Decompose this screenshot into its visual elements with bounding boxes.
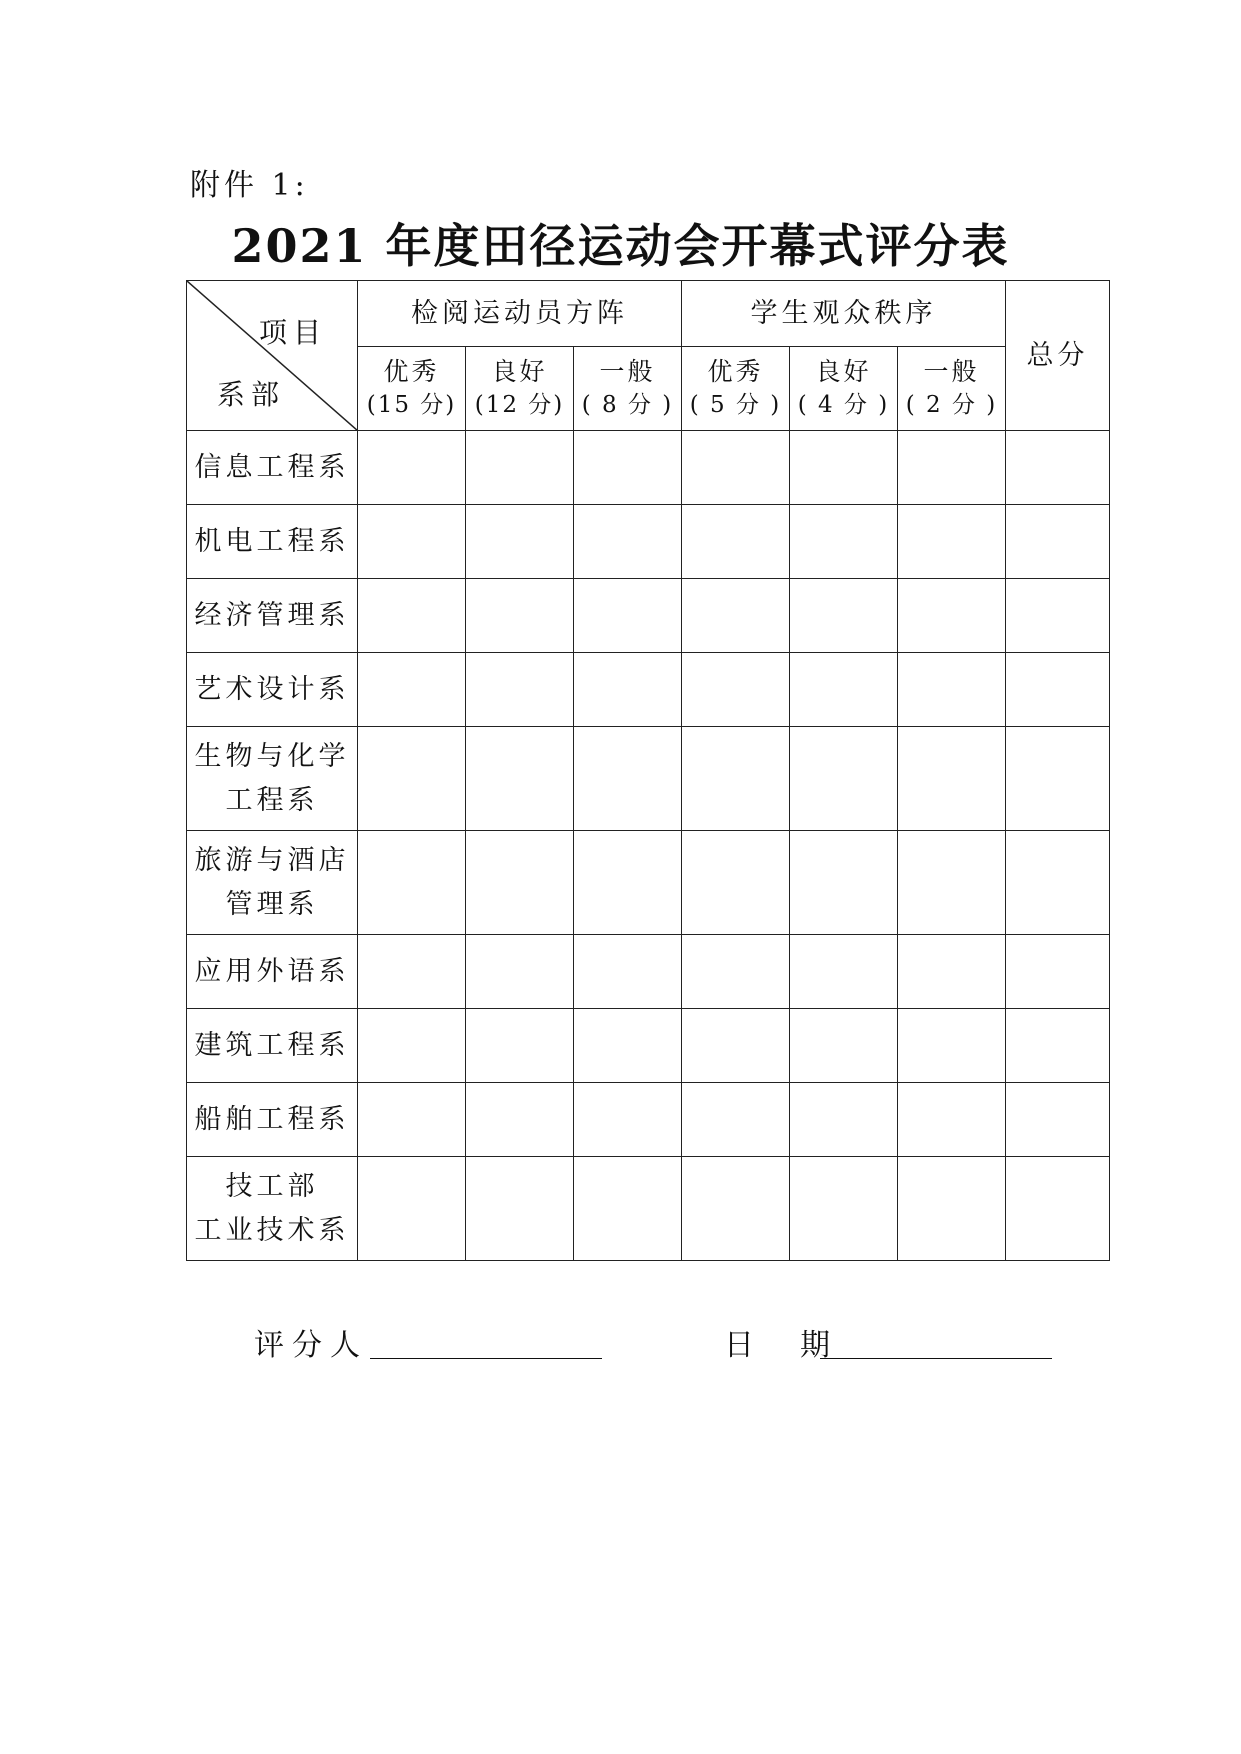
score-cell[interactable] <box>682 431 790 505</box>
corner-header-cell <box>187 281 358 431</box>
score-cell[interactable] <box>682 1157 790 1261</box>
score-cell[interactable] <box>790 935 898 1009</box>
department-name: 旅游与酒店 <box>194 845 350 877</box>
sub-header-label: 一般 <box>923 357 980 387</box>
sub-header-score: ( 8 分 ) <box>581 391 674 418</box>
score-table <box>186 280 1110 1261</box>
table-row <box>187 431 1110 505</box>
sub-header-cell <box>466 347 574 431</box>
total-score-cell[interactable] <box>1006 579 1110 653</box>
department-cell <box>187 1009 358 1083</box>
score-cell[interactable] <box>466 935 574 1009</box>
total-score-cell[interactable] <box>1006 653 1110 727</box>
score-cell[interactable] <box>574 1083 682 1157</box>
table-row <box>187 653 1110 727</box>
score-cell[interactable] <box>682 1009 790 1083</box>
score-cell[interactable] <box>466 431 574 505</box>
sub-header-score: (15 分) <box>366 391 457 418</box>
department-cell <box>187 1083 358 1157</box>
department-name: 信息工程系 <box>194 451 350 483</box>
department-name: 船舶工程系 <box>194 1103 350 1135</box>
score-cell[interactable] <box>574 1157 682 1261</box>
group-header-athletes: 检阅运动员方阵 <box>358 281 682 347</box>
score-cell[interactable] <box>790 579 898 653</box>
department-cell <box>187 727 358 831</box>
score-cell[interactable] <box>574 727 682 831</box>
score-cell[interactable] <box>574 831 682 935</box>
sub-header-score: ( 4 分 ) <box>797 391 890 418</box>
corner-item-label: 项目 <box>258 316 327 349</box>
score-cell[interactable] <box>790 1009 898 1083</box>
score-cell[interactable] <box>358 1157 466 1261</box>
score-cell[interactable] <box>898 431 1006 505</box>
total-score-cell[interactable] <box>1006 935 1110 1009</box>
table-row <box>187 505 1110 579</box>
group-header-audience: 学生观众秩序 <box>682 281 1006 347</box>
score-cell[interactable] <box>790 653 898 727</box>
score-cell[interactable] <box>466 579 574 653</box>
score-cell[interactable] <box>790 505 898 579</box>
score-cell[interactable] <box>898 831 1006 935</box>
department-name: 机电工程系 <box>194 525 350 557</box>
score-cell[interactable] <box>682 579 790 653</box>
score-cell[interactable] <box>898 1009 1006 1083</box>
department-cell <box>187 935 358 1009</box>
department-cell <box>187 505 358 579</box>
score-cell[interactable] <box>790 431 898 505</box>
score-cell[interactable] <box>358 579 466 653</box>
score-cell[interactable] <box>682 935 790 1009</box>
sub-header-label: 优秀 <box>383 357 440 387</box>
table-row <box>187 935 1110 1009</box>
table-row <box>187 727 1110 831</box>
department-name: 生物与化学 <box>194 741 350 773</box>
score-cell[interactable] <box>898 505 1006 579</box>
department-name-cont: 工业技术系 <box>194 1214 350 1246</box>
score-cell[interactable] <box>466 831 574 935</box>
corner-dept-label: 系部 <box>217 378 286 412</box>
score-cell[interactable] <box>682 831 790 935</box>
score-cell[interactable] <box>574 505 682 579</box>
date-label: 日 期 <box>724 1328 838 1363</box>
department-cell <box>187 1157 358 1261</box>
sub-header-cell <box>898 347 1006 431</box>
score-cell[interactable] <box>682 1083 790 1157</box>
table-row <box>187 1157 1110 1261</box>
scorer-signature-line[interactable] <box>370 1358 602 1359</box>
attachment-label: 附件 1: <box>190 168 309 203</box>
score-cell[interactable] <box>898 1083 1006 1157</box>
score-cell[interactable] <box>790 1157 898 1261</box>
score-cell[interactable] <box>790 831 898 935</box>
total-score-cell[interactable] <box>1006 727 1110 831</box>
total-score-cell[interactable] <box>1006 831 1110 935</box>
sub-header-score: ( 2 分 ) <box>905 391 998 418</box>
sub-header-score: (12 分) <box>474 391 565 418</box>
department-cell <box>187 653 358 727</box>
score-cell[interactable] <box>682 727 790 831</box>
score-cell[interactable] <box>466 727 574 831</box>
score-cell[interactable] <box>358 505 466 579</box>
score-cell[interactable] <box>466 653 574 727</box>
score-cell[interactable] <box>898 727 1006 831</box>
department-name: 技工部 <box>225 1171 319 1203</box>
total-score-cell[interactable] <box>1006 431 1110 505</box>
score-cell[interactable] <box>898 1157 1006 1261</box>
sub-header-cell <box>358 347 466 431</box>
score-cell[interactable] <box>898 579 1006 653</box>
sub-header-score: ( 5 分 ) <box>689 391 782 418</box>
table-row <box>187 831 1110 935</box>
score-cell[interactable] <box>682 653 790 727</box>
score-cell[interactable] <box>790 1083 898 1157</box>
sub-header-label: 良好 <box>815 357 872 387</box>
table-row <box>187 579 1110 653</box>
department-cell <box>187 831 358 935</box>
score-cell[interactable] <box>898 653 1006 727</box>
sub-header-cell <box>790 347 898 431</box>
sub-header-cell <box>682 347 790 431</box>
score-cell[interactable] <box>898 935 1006 1009</box>
score-cell[interactable] <box>358 935 466 1009</box>
total-score-cell[interactable] <box>1006 1083 1110 1157</box>
score-cell[interactable] <box>574 653 682 727</box>
score-cell[interactable] <box>574 1009 682 1083</box>
score-cell[interactable] <box>574 431 682 505</box>
score-cell[interactable] <box>358 653 466 727</box>
sub-header-label: 一般 <box>599 357 656 387</box>
department-name: 经济管理系 <box>194 599 350 631</box>
date-entry-line[interactable] <box>820 1358 1052 1359</box>
total-score-cell[interactable] <box>1006 1157 1110 1261</box>
score-cell[interactable] <box>466 1157 574 1261</box>
table-row <box>187 1009 1110 1083</box>
sub-header-cell <box>574 347 682 431</box>
department-name: 应用外语系 <box>194 955 350 987</box>
department-name-cont: 管理系 <box>225 888 319 920</box>
department-name-cont: 工程系 <box>225 784 319 816</box>
score-cell[interactable] <box>790 727 898 831</box>
page-title: 2021 年度田径运动会开幕式评分表 <box>231 219 1010 273</box>
department-cell <box>187 431 358 505</box>
total-score-cell[interactable] <box>1006 1009 1110 1083</box>
score-cell[interactable] <box>358 1009 466 1083</box>
score-cell[interactable] <box>358 431 466 505</box>
sub-header-label: 优秀 <box>707 357 764 387</box>
scorer-label: 评分人 <box>254 1328 368 1363</box>
score-cell[interactable] <box>466 505 574 579</box>
score-cell[interactable] <box>358 727 466 831</box>
score-cell[interactable] <box>682 505 790 579</box>
total-score-header: 总分 <box>1006 281 1110 431</box>
department-name: 艺术设计系 <box>194 673 350 705</box>
department-cell <box>187 579 358 653</box>
sub-header-label: 良好 <box>491 357 548 387</box>
score-cell[interactable] <box>358 831 466 935</box>
department-name: 建筑工程系 <box>194 1029 350 1061</box>
score-cell[interactable] <box>358 1083 466 1157</box>
score-cell[interactable] <box>466 1009 574 1083</box>
score-cell[interactable] <box>574 935 682 1009</box>
score-cell[interactable] <box>574 579 682 653</box>
total-score-cell[interactable] <box>1006 505 1110 579</box>
score-cell[interactable] <box>466 1083 574 1157</box>
table-row <box>187 1083 1110 1157</box>
